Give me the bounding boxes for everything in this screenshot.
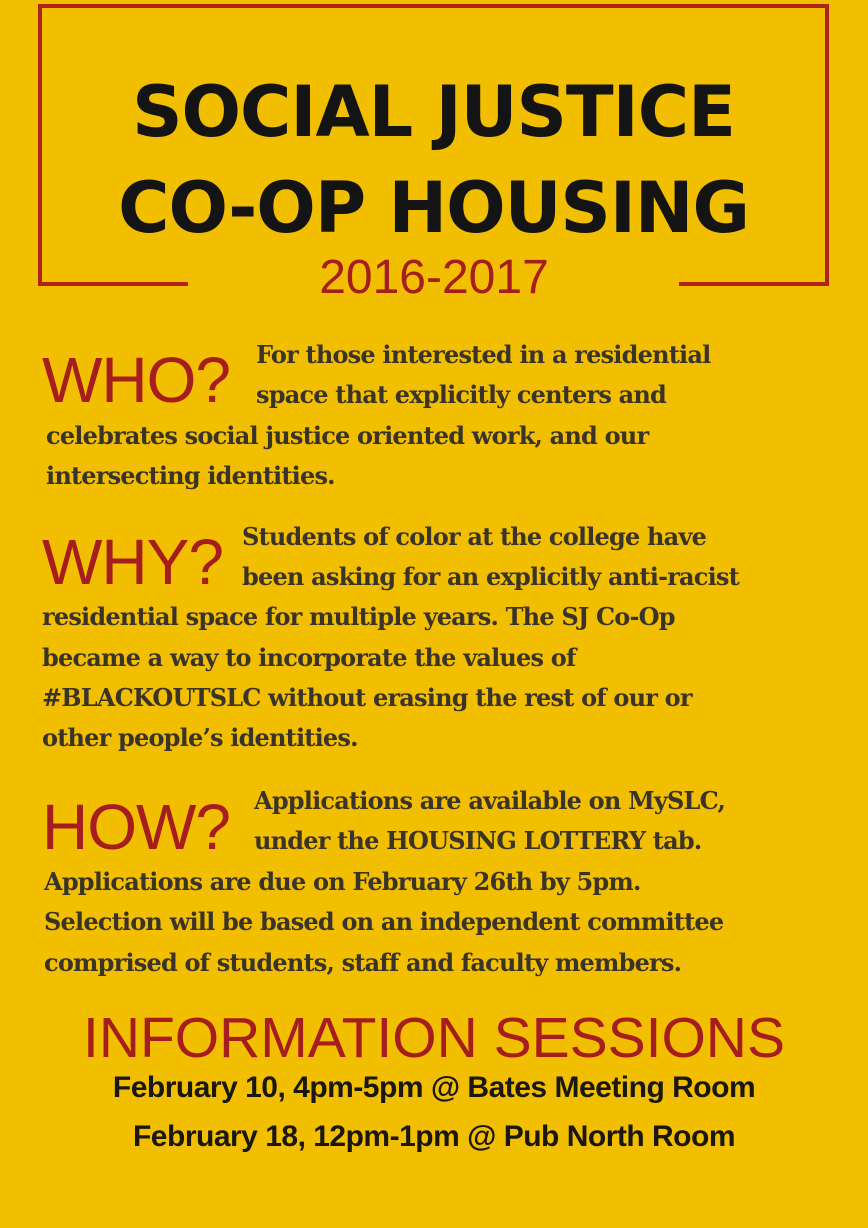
why-line-2: been asking for an explicitly anti-racist — [242, 562, 739, 591]
why-line-4: became a way to incorporate the values of — [42, 643, 576, 672]
how-line-2: under the HOUSING LOTTERY tab. — [254, 826, 702, 855]
how-line-3: Applications are due on February 26th by 5pm. — [44, 867, 641, 896]
who-line-3: celebrates social justice oriented work, and our — [46, 421, 649, 450]
frame-top-border — [38, 4, 829, 8]
title-year: 2016-2017 — [319, 251, 549, 304]
how-line-4: Selection will be based on an independent committee — [44, 907, 724, 936]
why-line-3: residential space for multiple years. The SJ Co-Op — [42, 602, 675, 631]
how-line-1: Applications are available on MySLC, — [254, 786, 726, 815]
who-heading: WHO? — [42, 344, 230, 416]
title-line-1: SOCIAL JUSTICE — [132, 71, 735, 153]
who-line-4: intersecting identities. — [46, 461, 335, 490]
who-line-2: space that explicitly centers and — [256, 380, 667, 409]
frame-right-border — [825, 4, 829, 286]
who-line-1: For those interested in a residential — [256, 340, 711, 369]
why-line-1: Students of color at the college have — [242, 522, 707, 551]
how-line-5: comprised of students, staff and faculty members. — [44, 948, 682, 977]
why-line-5: #BLACKOUTSLC without erasing the rest of our or — [42, 683, 692, 712]
title-line-2: CO-OP HOUSING — [118, 167, 749, 249]
session-2: February 18, 12pm-1pm @ Pub North Room — [132, 1120, 736, 1153]
why-line-6: other people’s identities. — [42, 723, 358, 752]
why-heading: WHY? — [42, 526, 223, 598]
how-heading: HOW? — [42, 791, 230, 863]
information-sessions-heading: INFORMATION SESSIONS — [82, 1006, 785, 1070]
session-1: February 10, 4pm-5pm @ Bates Meeting Room — [112, 1071, 756, 1104]
